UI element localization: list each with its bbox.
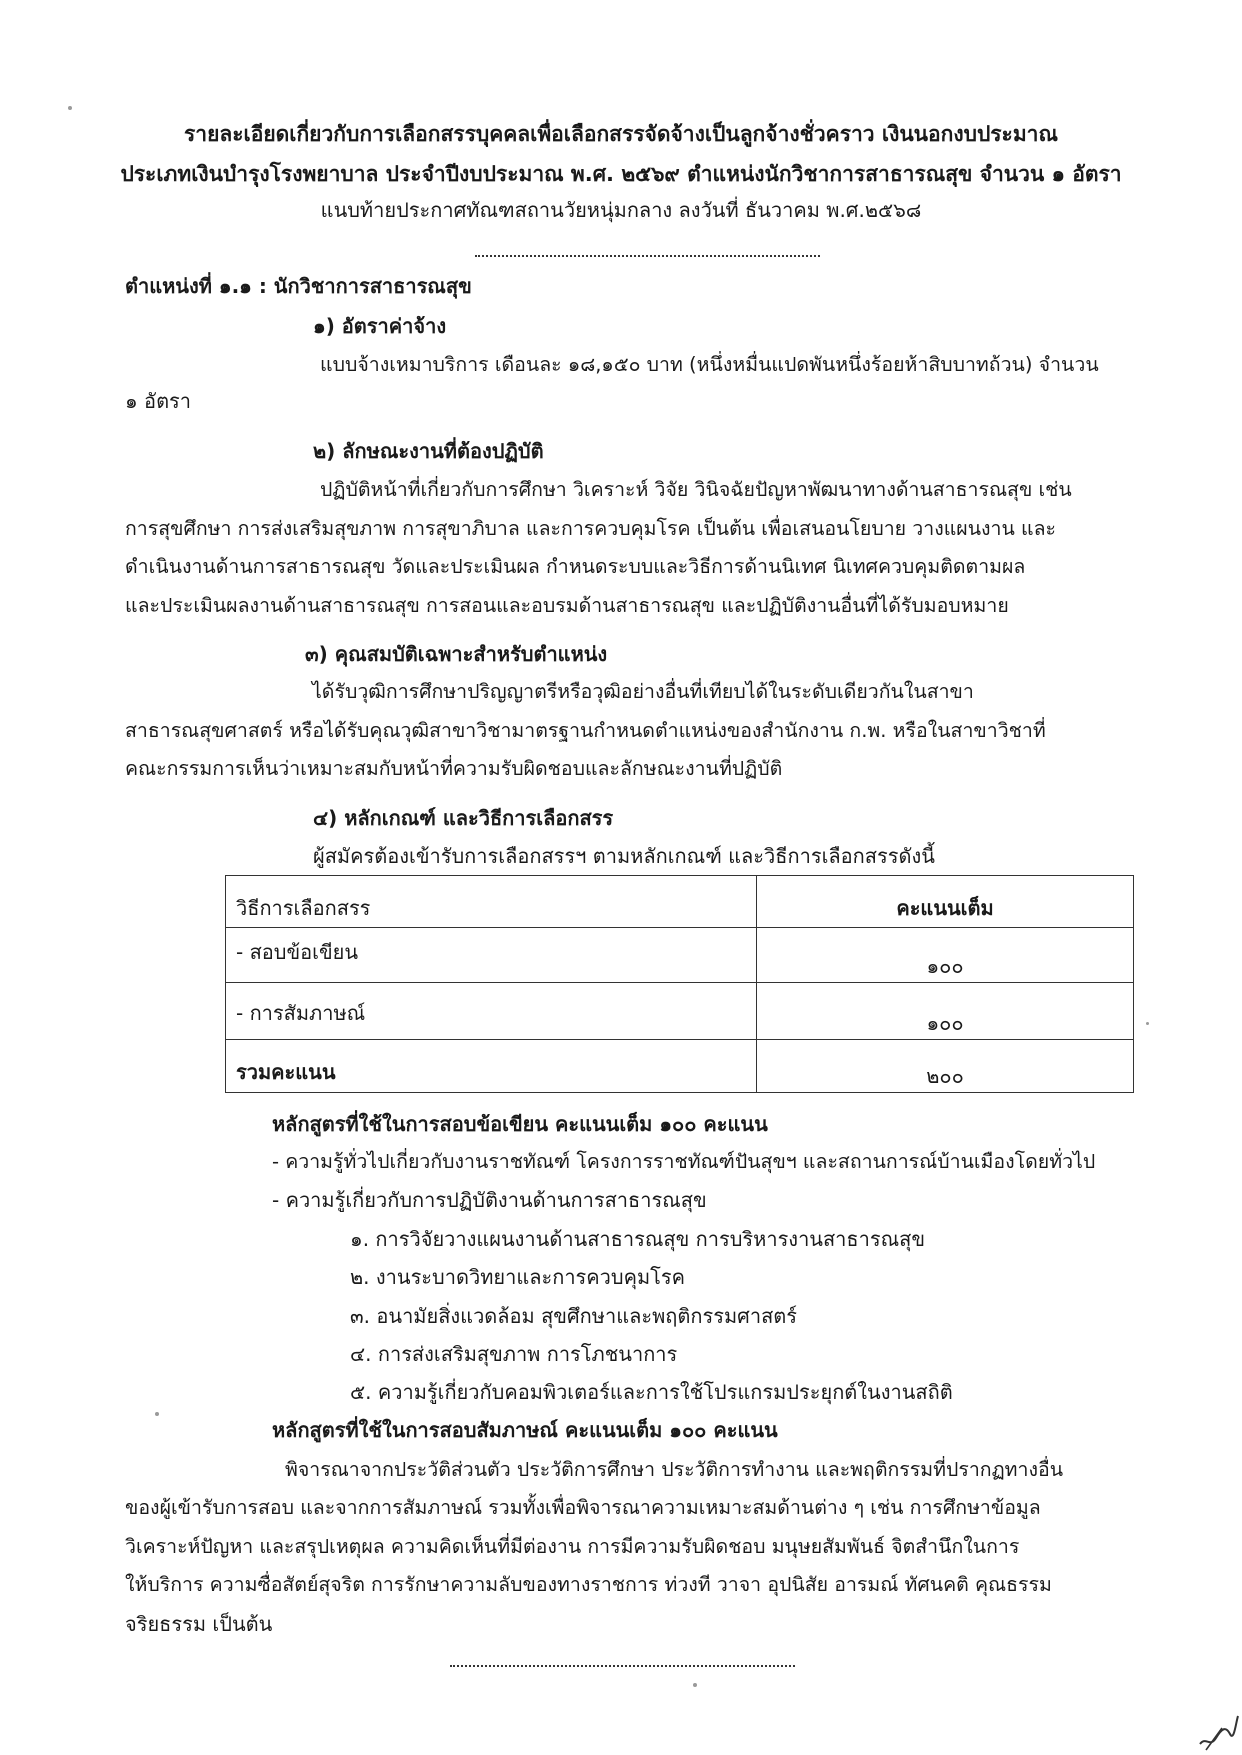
- section-3-heading: ๓) คุณสมบัติเฉพาะสำหรับตำแหน่ง: [305, 642, 608, 666]
- section-2-text-line-1: ปฏิบัติหน้าที่เกี่ยวกับการศึกษา วิเคราะห์ วิจัย วินิจฉัยปัญหาพัฒนาทางด้านสาธารณสุข เช่น: [320, 478, 1072, 501]
- section-1-text-line-1: แบบจ้างเหมาบริการ เดือนละ ๑๘,๑๕๐ บาท (หนึ่งหมื่นแปดพันหนึ่งร้อยห้าสิบบาทถ้วน) จำนวน: [320, 353, 1099, 376]
- doc-title-line-2: ประเภทเงินบำรุงโรงพยาบาล ประจำปีงบประมาณ พ.ศ. ๒๕๖๙ ตำแหน่งนักวิชาการสาธารณสุข จำนวน ๑ อัตรา: [120, 162, 1122, 186]
- table-cell-method: - สอบข้อเขียน: [226, 928, 757, 983]
- header-divider: [475, 255, 820, 257]
- section-1-text-line-2: ๑ อัตรา: [125, 389, 192, 413]
- section-2-heading: ๒) ลักษณะงานที่ต้องปฏิบัติ: [313, 439, 544, 463]
- table-cell-score: ๑๐๐: [757, 983, 1134, 1040]
- section-4-text: ผู้สมัครต้องเข้ารับการเลือกสรรฯ ตามหลักเกณฑ์ และวิธีการเลือกสรรดังนี้: [313, 844, 935, 868]
- section-2-text-line-2: การสุขศึกษา การส่งเสริมสุขภาพ การสุขาภิบาล และการควบคุมโรค เป็นต้น เพื่อเสนอนโยบาย วางแผนงาน และ: [125, 517, 1057, 540]
- scoring-table: [225, 875, 1134, 1093]
- written-item-4: ๔. การส่งเสริมสุขภาพ การโภชนาการ: [350, 1342, 678, 1366]
- interview-heading: หลักสูตรที่ใช้ในการสอบสัมภาษณ์ คะแนนเต็ม ๑๐๐ คะแนน: [272, 1418, 778, 1442]
- table-header-row: [226, 876, 1134, 928]
- interview-text-line-2: ของผู้เข้ารับการสอบ และจากการสัมภาษณ์ รวมทั้งเพื่อพิจารณาความเหมาะสมด้านต่าง ๆ เช่น การศึกษาข้อมูล: [125, 1496, 1041, 1519]
- section-3-text-line-2: สาธารณสุขศาสตร์ หรือได้รับคุณวุฒิสาขาวิชามาตรฐานกำหนดตำแหน่งของสำนักงาน ก.พ. หรือในสาขาวิชาที่: [125, 719, 1046, 742]
- interview-text-line-3: วิเคราะห์ปัญหา และสรุปเหตุผล ความคิดเห็นที่มีต่องาน การมีความรับผิดชอบ มนุษยสัมพันธ์ จิตสำนึกในการ: [125, 1535, 1020, 1558]
- written-item-1: ๑. การวิจัยวางแผนงานด้านสาธารณสุข การบริหารงานสาธารณสุข: [350, 1227, 926, 1251]
- table-cell-score: ๑๐๐: [757, 928, 1134, 983]
- position-title: ตำแหน่งที่ ๑.๑ : นักวิชาการสาธารณสุข: [125, 274, 472, 298]
- section-3-text-line-1: ได้รับวุฒิการศึกษาปริญญาตรีหรือวุฒิอย่างอื่นที่เทียบได้ในระดับเดียวกันในสาขา: [312, 680, 974, 703]
- initials-mark: [1196, 1708, 1240, 1752]
- table-row: [226, 928, 1134, 983]
- section-1-heading: ๑) อัตราค่าจ้าง: [313, 314, 447, 338]
- table-total-label: รวมคะแนน: [226, 1040, 757, 1093]
- written-item-3: ๓. อนามัยสิ่งแวดล้อม สุขศึกษาและพฤติกรรมศาสตร์: [350, 1304, 798, 1328]
- written-item-5: ๕. ความรู้เกี่ยวกับคอมพิวเตอร์และการใช้โปรแกรมประยุกต์ในงานสถิติ: [350, 1380, 953, 1404]
- table-cell-method: - การสัมภาษณ์: [226, 983, 757, 1040]
- written-item-2: ๒. งานระบาดวิทยาและการควบคุมโรค: [350, 1265, 686, 1289]
- scan-speck: [693, 1683, 697, 1687]
- section-2-text-line-4: และประเมินผลงานด้านสาธารณสุข การสอนและอบรมด้านสาธารณสุข และปฏิบัติงานอื่นที่ได้รับมอบหมาย: [125, 594, 1009, 617]
- footer-divider: [450, 1665, 795, 1667]
- scan-speck: [68, 106, 72, 110]
- interview-text-line-5: จริยธรรม เป็นต้น: [125, 1612, 273, 1636]
- interview-text-line-4: ให้บริการ ความซื่อสัตย์สุจริต การรักษาความลับของทางราชการ ท่วงที วาจา อุปนิสัย อารมณ์ ทัศนคติ คุณธรรม: [125, 1573, 1052, 1596]
- scan-speck: [1146, 1022, 1149, 1025]
- table-header-score: คะแนนเต็ม: [757, 876, 1134, 928]
- written-bullet-2: - ความรู้เกี่ยวกับการปฏิบัติงานด้านการสาธารณสุข: [272, 1188, 707, 1212]
- doc-title-line-1: รายละเอียดเกี่ยวกับการเลือกสรรบุคคลเพื่อเลือกสรรจัดจ้างเป็นลูกจ้างชั่วคราว เงินนอกงบประมาณ: [184, 122, 1058, 146]
- scan-speck: [155, 1412, 159, 1416]
- section-3-text-line-3: คณะกรรมการเห็นว่าเหมาะสมกับหน้าที่ความรับผิดชอบและลักษณะงานที่ปฏิบัติ: [125, 757, 783, 780]
- table-row: [226, 983, 1134, 1040]
- table-total-score: ๒๐๐: [757, 1040, 1134, 1093]
- written-bullet-1: - ความรู้ทั่วไปเกี่ยวกับงานราชทัณฑ์ โครงการราชทัณฑ์ปันสุขฯ และสถานการณ์บ้านเมืองโดยทั่วไป: [272, 1150, 1096, 1173]
- table-header-method: วิธีการเลือกสรร: [226, 876, 757, 928]
- section-4-heading: ๔) หลักเกณฑ์ และวิธีการเลือกสรร: [313, 806, 614, 830]
- written-exam-heading: หลักสูตรที่ใช้ในการสอบข้อเขียน คะแนนเต็ม ๑๐๐ คะแนน: [272, 1112, 768, 1136]
- section-2-text-line-3: ดำเนินงานด้านการสาธารณสุข วัดและประเมินผล กำหนดระบบและวิธีการด้านนิเทศ นิเทศควบคุมติดตามผล: [125, 555, 1026, 578]
- doc-subtitle: แนบท้ายประกาศทัณฑสถานวัยหนุ่มกลาง ลงวันที่ ธันวาคม พ.ศ.๒๕๖๘: [320, 198, 922, 222]
- table-total-row: [226, 1040, 1134, 1093]
- interview-text-line-1: พิจารณาจากประวัติส่วนตัว ประวัติการศึกษา ประวัติการทำงาน และพฤติกรรมที่ปรากฏทางอื่น: [285, 1458, 1064, 1481]
